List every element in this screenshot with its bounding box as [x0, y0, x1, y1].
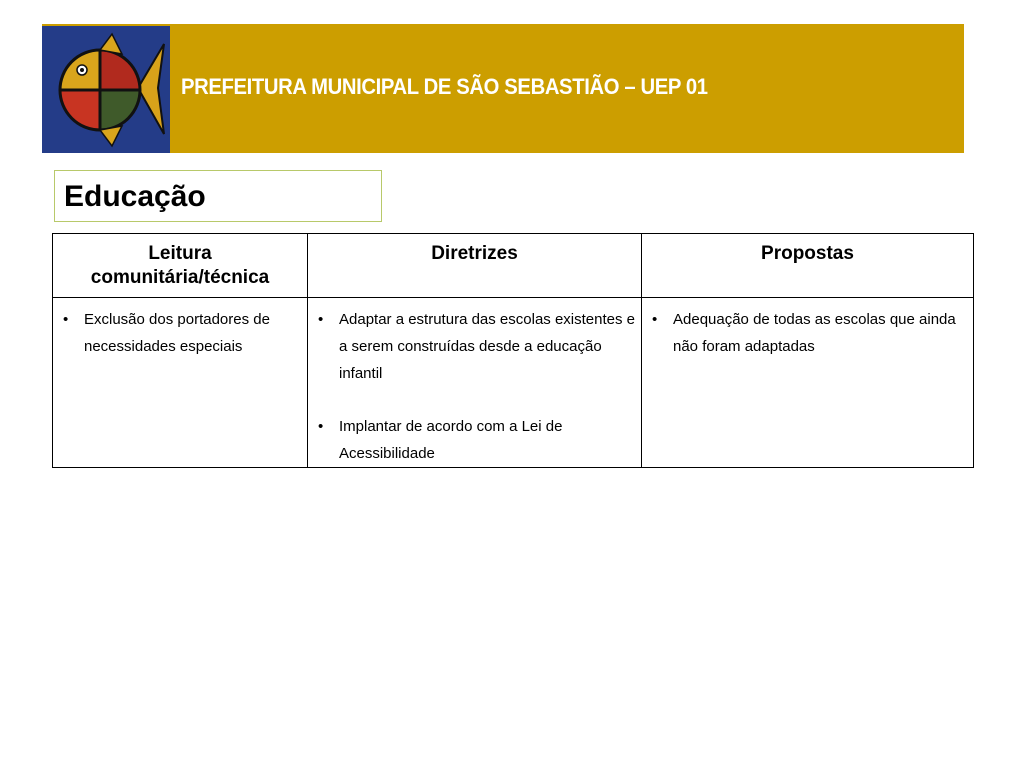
cell-diretrizes — [308, 298, 642, 468]
list-item-text: Implantar de acordo com a Lei de Acessibilidade — [339, 418, 563, 462]
table-header-row — [53, 234, 974, 298]
section-title: Educação — [64, 180, 206, 213]
section-title-box — [54, 170, 382, 222]
list-item — [316, 306, 635, 387]
list-item-text: Adaptar a estrutura das escolas existentes e a serem construídas desde a educação infantil — [339, 311, 636, 382]
cell-propostas — [642, 298, 974, 468]
bullet-list — [61, 306, 301, 360]
bullet-list — [316, 306, 635, 467]
fish-logo-icon — [42, 26, 170, 153]
bullet-glyph: • — [63, 311, 69, 328]
bullet-glyph: • — [318, 311, 324, 328]
bullet-glyph: • — [318, 418, 324, 435]
bullet-list — [650, 306, 967, 360]
header-title: PREFEITURA MUNICIPAL DE SÃO SEBASTIÃO – UEP 01 — [181, 74, 708, 99]
list-item — [316, 413, 635, 467]
table-row — [53, 298, 974, 468]
cell-leitura — [53, 298, 308, 468]
list-item — [61, 306, 301, 360]
column-header-propostas: Propostas — [642, 234, 974, 298]
column-header-leitura: Leitura comunitária/técnica — [53, 234, 308, 298]
list-item-text: Adequação de todas as escolas que ainda não foram adaptadas — [673, 311, 956, 355]
column-header-diretrizes: Diretrizes — [308, 234, 642, 298]
list-item-text: Exclusão dos portadores de necessidades especiais — [84, 311, 270, 355]
list-item — [650, 306, 967, 360]
bullet-glyph: • — [652, 311, 658, 328]
content-table — [52, 233, 974, 468]
